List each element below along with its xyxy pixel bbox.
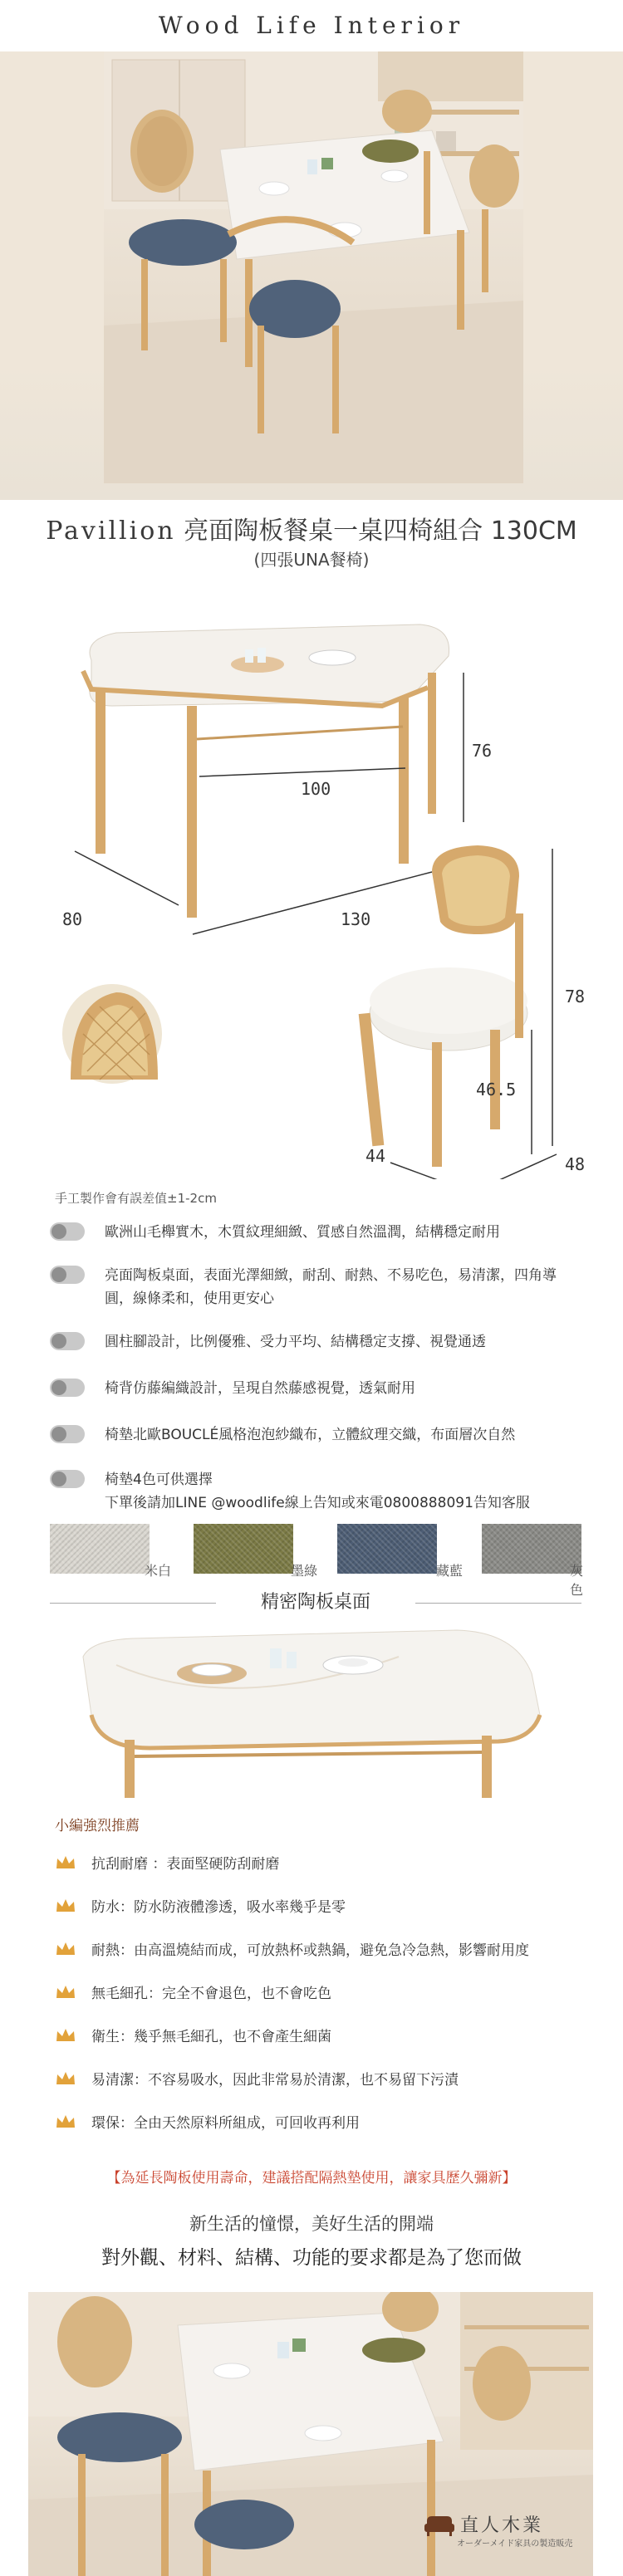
feature-text: 歐洲山毛櫸實木，木質紋理細緻、質感自然溫潤，結構穩定耐用 (105, 1224, 500, 1241)
bullet-toggle-icon (50, 1332, 85, 1350)
usage-warning: 【為延長陶板使用壽命，建議搭配隔熱墊使用，讓家具歷久彌新】 (106, 2170, 517, 2187)
recommend-item (55, 1852, 279, 1873)
recommend-item (55, 2111, 360, 2132)
dim-table-depth: 80 (62, 909, 83, 929)
crown-icon (55, 2113, 76, 2131)
recommend-item (55, 1981, 331, 2002)
swatch-label: 墨綠 (291, 1563, 318, 1579)
dim-chair-width: 44 (365, 1146, 386, 1166)
recommend-text: 易清潔：不容易吸水，因此非常易於清潔，也不易留下污漬 (91, 2072, 459, 2089)
feature-text: 椅背仿藤編織設計，呈現自然藤感視覺，透氣耐用 (105, 1380, 415, 1397)
section-header (50, 1589, 581, 1617)
brand-logo (424, 2506, 581, 2553)
bullet-toggle-icon (50, 1222, 85, 1241)
brand-title: Wood Life Interior (158, 12, 465, 39)
feature-item (50, 1330, 581, 1354)
dimension-diagram (0, 581, 623, 1179)
dim-table-inner-width: 100 (301, 779, 331, 799)
product-title-latin: Pavillion (46, 517, 176, 546)
recommend-item (55, 1895, 346, 1916)
slogan-line-2: 對外觀、材料、結構、功能的要求都是為了您而做 (101, 2247, 522, 2269)
color-swatches (50, 1524, 584, 1598)
recommend-title: 小編強烈推薦 (55, 1818, 140, 1834)
feature-text: 圓柱腳設計，比例優雅、受力平均、結構穩定支撐、視覺通透 (105, 1334, 486, 1350)
recommend-text: 耐熱：由高溫燒結而成，可放熱杯或熱鍋，避免急冷急熱，影響耐用度 (91, 1942, 529, 1959)
swatch-gray[interactable] (482, 1524, 581, 1574)
swatch-beige[interactable] (50, 1524, 150, 1574)
product-subtitle: (四張UNA餐椅) (253, 550, 370, 570)
recommend-item (55, 2068, 459, 2089)
recommend-text: 環保：全由天然原料所組成，可回收再利用 (91, 2115, 360, 2132)
recommend-item (55, 1938, 529, 1959)
swatch-label: 藏藍 (436, 1563, 464, 1579)
crown-icon (55, 1940, 76, 1958)
logo-text: 直人木業 (460, 2515, 544, 2536)
crown-icon (55, 2026, 76, 2045)
product-title (0, 510, 623, 546)
sofa-logo-icon (424, 2513, 455, 2538)
feature-item (50, 1221, 581, 1244)
crown-icon (55, 1897, 76, 1915)
bullet-toggle-icon (50, 1425, 85, 1443)
feature-item (50, 1377, 581, 1400)
swatch-blue[interactable] (337, 1524, 437, 1574)
recommend-text: 無毛細孔：完全不會退色，也不會吃色 (91, 1986, 331, 2002)
crown-icon (55, 2069, 76, 2088)
bottom-photo (28, 2292, 593, 2576)
dim-table-length: 130 (341, 909, 371, 929)
feature-text: 亮面陶板桌面，表面光澤細緻，耐刮、耐熱、不易吃色，易清潔，四角導圓，線條柔和，使用更安心 (105, 1267, 557, 1307)
crown-icon (55, 1983, 76, 2001)
feature-text: 椅墊4色可供選擇 下單後請加LINE @woodlife線上告知或來電0800888091告知客服 (105, 1472, 530, 1511)
feature-item (50, 1423, 581, 1447)
table-top-image (66, 1623, 557, 1802)
dim-chair-height: 78 (565, 987, 586, 1006)
swatch-label: 灰色 (570, 1563, 584, 1598)
crown-icon (55, 1854, 76, 1872)
recommend-text: 防水：防水防液體滲透，吸水率幾乎是零 (91, 1899, 346, 1916)
dim-seat-height: 46.5 (476, 1080, 517, 1099)
logo-subtext: オーダーメイド家具の製造販売 (457, 2539, 573, 2549)
slogan-line-1: 新生活的憧憬，美好生活的開端 (189, 2214, 434, 2234)
dim-chair-depth: 48 (565, 1154, 586, 1174)
dim-table-height: 76 (472, 741, 493, 761)
tolerance-note: 手工製作會有誤差值±1-2cm (55, 1191, 217, 1206)
bullet-toggle-icon (50, 1266, 85, 1284)
feature-item (50, 1468, 581, 1515)
recommend-item (55, 2025, 331, 2045)
feature-text: 椅墊北歐BOUCLÉ風格泡泡紗織布，立體紋理交織，布面層次自然 (105, 1427, 516, 1443)
bullet-toggle-icon (50, 1379, 85, 1397)
swatch-green[interactable] (194, 1524, 293, 1574)
recommend-text: 衛生：幾乎無毛細孔，也不會產生細菌 (91, 2029, 331, 2045)
section-title: 精密陶板桌面 (260, 1592, 370, 1613)
swatch-label: 米白 (145, 1563, 172, 1579)
product-title-cn: 亮面陶板餐桌一桌四椅組合 130CM (184, 517, 577, 546)
recommend-text: 抗刮耐磨 ：表面堅硬防刮耐磨 (91, 1856, 280, 1873)
hero-photo (104, 51, 523, 483)
bullet-toggle-icon (50, 1470, 85, 1488)
feature-item (50, 1264, 581, 1310)
